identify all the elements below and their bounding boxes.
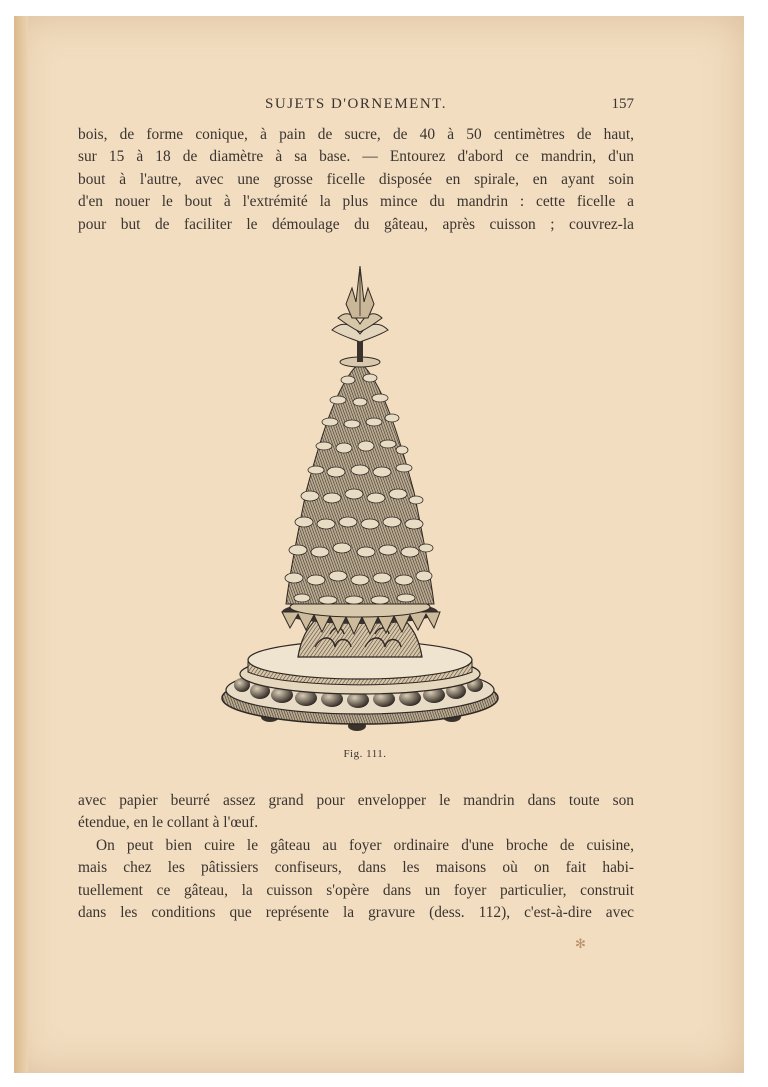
- text-line: avec papier beurré assez grand pour envelopper le mandrin dans toute son: [78, 792, 634, 809]
- figure-caption: Fig. 111.: [343, 748, 387, 760]
- cake-engraving: [220, 262, 505, 732]
- text-line: bout à l'autre, avec une grosse ficelle disposée en spirale, en ayant soin: [78, 170, 634, 188]
- paragraph-top: [78, 124, 634, 236]
- text-line: bois, de forme conique, à pain de sucre, de 40 à 50 centimètres de haut,: [78, 126, 634, 143]
- running-head: SUJETS D'ORNEMENT.: [265, 96, 447, 112]
- text-line: étendue, en le collant à l'œuf.: [78, 814, 259, 832]
- text-line: tuellement ce gâteau, la cuisson s'opère dans un foyer particulier, construit: [78, 881, 634, 899]
- paragraph-bottom: [78, 790, 634, 924]
- text-line: dans les conditions que représente la gravure (dess. 112), c'est-à-dire avec: [78, 904, 634, 922]
- page-header: [78, 96, 634, 118]
- text-line: pour but de faciliter le démoulage du gâteau, après cuisson ; couvrez-la: [78, 215, 634, 233]
- text-line: On peut bien cuire le gâteau au foyer ordinaire d'une broche de cuisine,: [96, 836, 634, 854]
- ink-stain: ✻: [575, 936, 586, 951]
- page-gutter: [14, 16, 28, 1073]
- page-number: 157: [611, 96, 634, 112]
- top-finial: [332, 266, 388, 367]
- text-line: d'en nouer le bout à l'extrémité la plus mince du mandrin : cette ficelle a: [78, 193, 634, 211]
- text-line: mais chez les pâtissiers confiseurs, dans les maisons où on fait habi-: [78, 859, 634, 877]
- text-line: sur 15 à 18 de diamètre à sa base. — Entourez d'abord ce mandrin, d'un: [78, 148, 634, 166]
